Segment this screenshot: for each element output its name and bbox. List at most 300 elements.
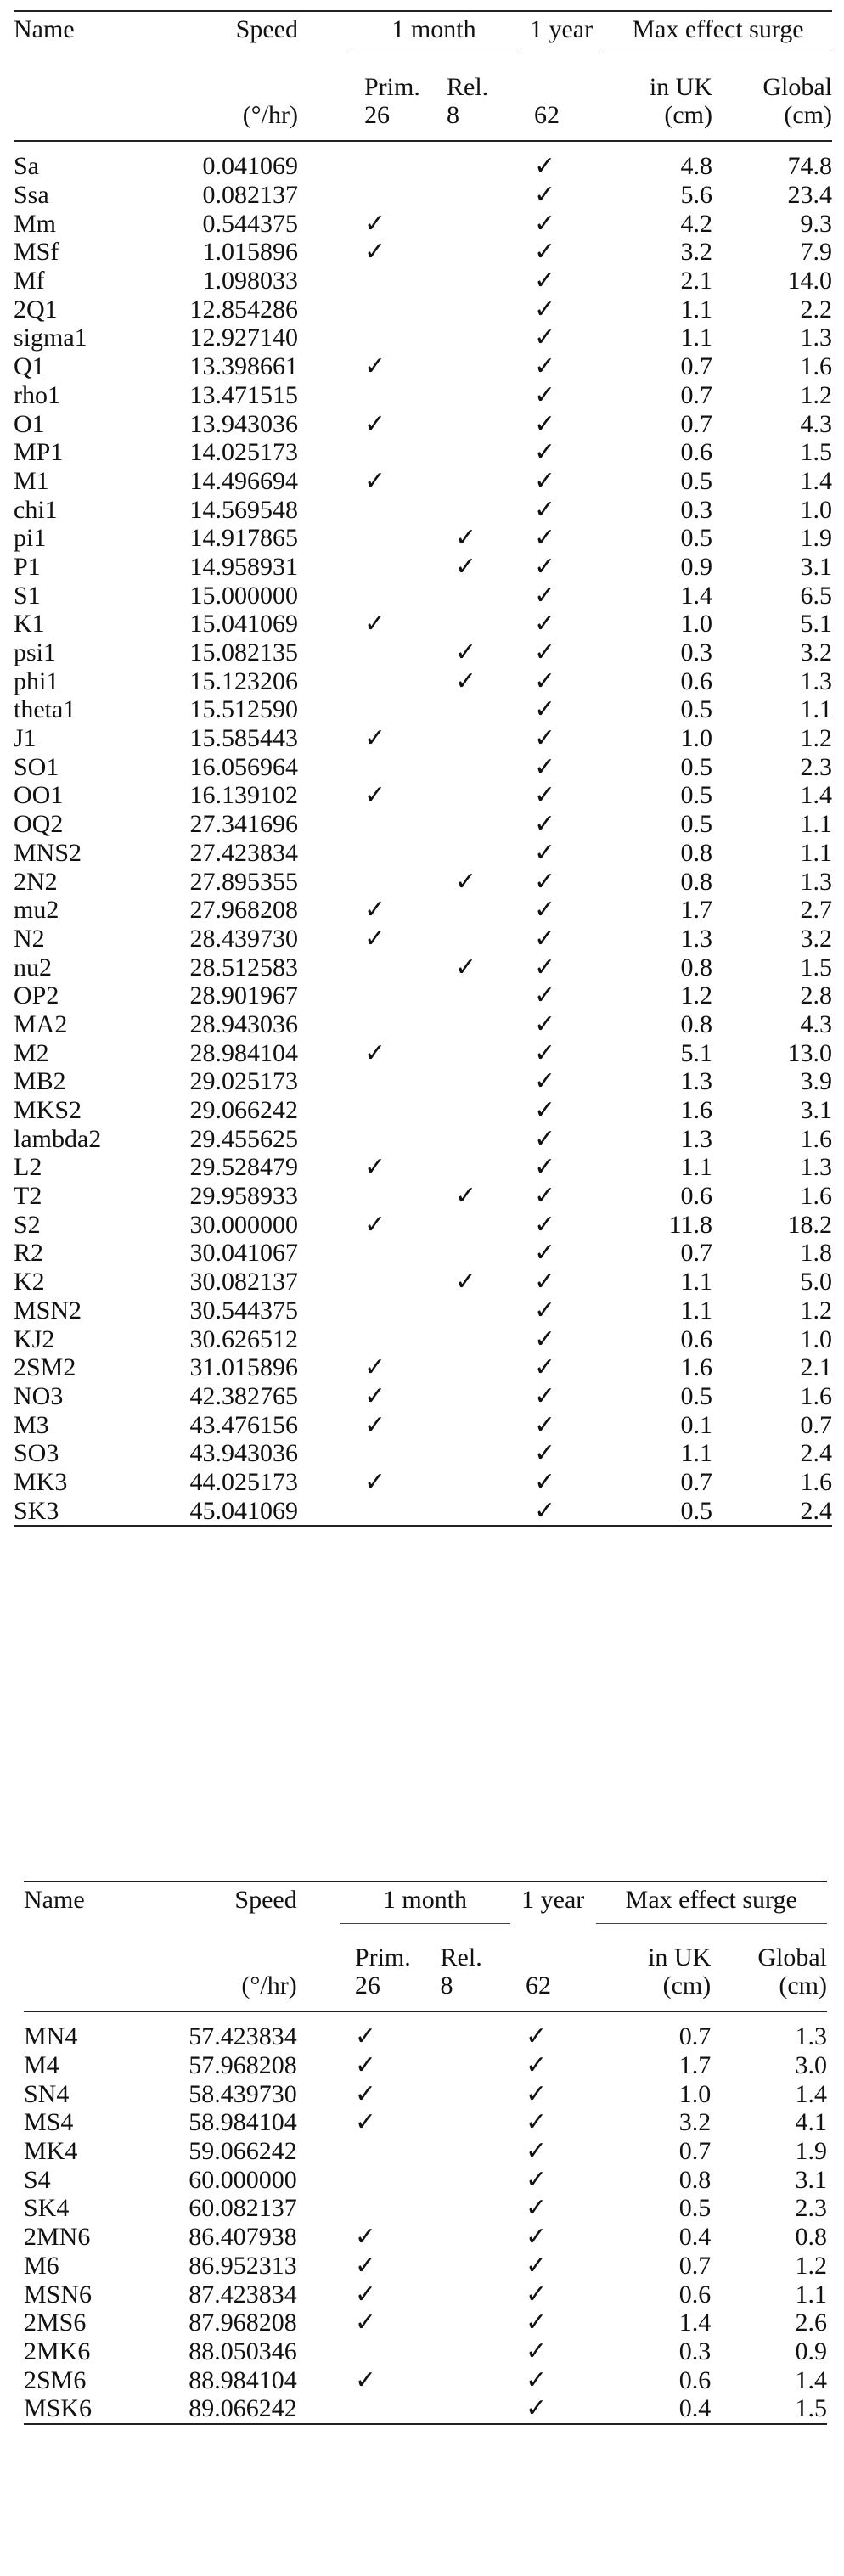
constituent-name: MNS2 [14,838,82,867]
surge-uk: 0.5 [680,752,713,781]
constituent-name: Q1 [14,352,45,381]
primary-check: ✓ [364,1210,386,1239]
constituent-speed: 86.407938 [188,2223,297,2252]
surge-uk: 1.1 [680,1439,713,1468]
constituent-name: OO1 [14,781,64,810]
constituent-speed: 27.423834 [189,838,298,867]
table-row [14,1268,832,1296]
primary-check: ✓ [364,724,386,753]
table-row [14,495,832,524]
one-year-check: ✓ [534,495,556,524]
related-check [447,810,519,839]
constituent-speed: 43.943036 [189,1439,298,1468]
constituent-speed: 27.968208 [189,896,298,925]
surge-uk: 0.5 [680,1381,713,1410]
table-2-body [24,2022,827,2424]
one-year-check: ✓ [534,238,556,267]
related-check [447,1496,519,1526]
related-check [441,2309,510,2337]
surge-global: 3.1 [800,552,833,581]
table-row [14,553,832,582]
related-check [447,323,519,352]
surge-global: 1.4 [795,2079,827,2108]
one-year-check: ✓ [534,181,556,210]
table-row [14,409,832,438]
constituent-speed: 15.000000 [189,581,298,610]
one-year-check: ✓ [534,781,556,810]
table-row [14,752,832,781]
primary-check [349,1182,447,1211]
primary-check: ✓ [364,1153,386,1182]
one-year-check: ✓ [525,2022,548,2051]
table-row [14,610,832,638]
constituent-speed: 16.056964 [189,752,298,781]
surge-global: 1.6 [800,1467,833,1496]
primary-check: ✓ [354,2309,377,2337]
constituent-speed: 13.943036 [189,409,298,438]
constituent-name: O1 [14,409,45,438]
primary-check [349,810,447,839]
constituent-name: SN4 [24,2079,70,2108]
primary-check [349,181,447,210]
surge-global: 13.0 [787,1038,833,1067]
surge-uk: 1.1 [680,323,713,352]
primary-check [349,1325,447,1353]
related-check [441,2223,510,2252]
surge-uk: 0.9 [680,552,713,581]
related-check [447,1067,519,1096]
table-row [14,638,832,667]
table-row [24,2252,827,2281]
constituent-name: S2 [14,1210,41,1239]
surge-global: 1.0 [800,495,833,524]
related-check [447,1153,519,1182]
primary-check [349,295,447,323]
constituent-name: N2 [14,924,45,953]
related-check [447,409,519,438]
surge-global: 1.5 [719,2394,827,2424]
constituent-name: MSN2 [14,1296,82,1325]
surge-uk: 0.3 [680,638,713,667]
constituent-speed: 29.066242 [189,1096,298,1125]
primary-check [349,524,447,553]
one-year-check: ✓ [534,981,556,1010]
table-row [14,896,832,925]
surge-uk: 0.5 [604,1496,721,1526]
one-year-check: ✓ [525,2223,548,2252]
surge-global: 1.5 [800,953,833,981]
surge-uk: 1.4 [678,2309,712,2337]
primary-check: ✓ [364,409,386,438]
table-row [14,695,832,724]
constituent-speed: 12.927140 [189,323,298,352]
surge-uk: 0.5 [680,781,713,810]
primary-check: ✓ [364,1467,386,1496]
surge-global: 2.4 [800,1439,833,1468]
related-check [441,2365,510,2394]
constituent-name: MSf [14,238,59,267]
one-year-check: ✓ [534,524,556,553]
surge-uk: 5.6 [680,181,713,210]
related-check [447,381,519,410]
surge-global: 2.6 [795,2309,827,2337]
constituent-speed: 29.528479 [189,1153,298,1182]
table-row [24,2337,827,2366]
header-global: Global [757,1943,827,1971]
header-prim: Prim. [354,1943,411,1971]
constituent-speed: 0.041069 [202,152,298,181]
primary-check [340,2394,441,2424]
related-check: ✓ [455,953,477,981]
related-check [441,2280,510,2309]
surge-global: 1.9 [800,524,833,553]
table-row [14,1325,832,1353]
related-check [447,981,519,1010]
table-row [14,953,832,981]
surge-uk: 0.5 [680,524,713,553]
surge-global: 2.3 [795,2194,827,2223]
related-check: ✓ [455,552,477,581]
table-row [24,2223,827,2252]
constituent-speed: 14.496694 [189,466,298,495]
surge-uk: 0.6 [680,438,713,467]
header-rel: Rel. [447,73,489,101]
surge-uk: 2.1 [680,267,713,295]
constituent-speed: 27.895355 [189,867,298,896]
one-year-check: ✓ [534,380,556,409]
primary-check: ✓ [364,781,386,810]
related-check [447,495,519,524]
constituent-name: 2N2 [14,867,58,896]
table-row [14,209,832,238]
constituent-name: 2MN6 [24,2223,91,2252]
constituent-speed: 30.000000 [189,1210,298,1239]
one-year-check: ✓ [525,2280,548,2309]
one-year-check: ✓ [534,924,556,953]
constituent-speed: 13.398661 [189,352,298,381]
related-check [447,896,519,925]
surge-global: 3.9 [800,1067,833,1096]
constituent-speed: 14.917865 [189,524,298,553]
constituent-name: M4 [24,2051,59,2080]
constituent-speed: 28.943036 [189,1010,298,1038]
primary-check [349,1096,447,1125]
constituent-speed: 14.958931 [189,552,298,581]
related-check [447,238,519,267]
table-row [14,1010,832,1039]
surge-uk: 1.3 [680,924,713,953]
related-check [441,2108,510,2137]
surge-global: 1.5 [800,438,833,467]
header-uk-unit: (cm) [604,101,721,141]
surge-global: 1.6 [800,1124,833,1153]
table-row [14,1210,832,1239]
constituent-name: mu2 [14,896,59,925]
surge-global: 1.1 [800,810,833,839]
surge-global: 1.3 [795,2022,827,2051]
constituent-speed: 0.544375 [202,209,298,238]
constituent-speed: 28.439730 [189,924,298,953]
constituent-name: MN4 [24,2022,78,2051]
constituent-name: S4 [24,2165,51,2194]
primary-check [349,495,447,524]
surge-uk: 3.2 [678,2108,712,2137]
related-check [441,2079,510,2108]
surge-uk: 1.0 [680,610,713,638]
related-check [447,1239,519,1268]
constituent-speed: 28.984104 [189,1038,298,1067]
table-row [24,2394,827,2424]
table-row [14,1182,832,1211]
table-row [14,581,832,610]
surge-uk: 0.5 [680,466,713,495]
constituent-name: T2 [14,1182,42,1211]
surge-global: 1.6 [800,352,833,381]
primary-check [340,2137,441,2166]
constituent-speed: 13.471515 [189,380,298,409]
related-check [447,209,519,238]
constituent-speed: 58.439730 [188,2079,297,2108]
table-row [14,925,832,953]
one-year-check: ✓ [525,2165,548,2194]
constituent-name: MK4 [24,2137,78,2166]
constituent-speed: 88.050346 [188,2337,297,2365]
one-year-check: ✓ [534,1296,556,1325]
surge-global: 1.4 [800,781,833,810]
related-check [441,2194,510,2223]
header-max-effect-surge: Max effect surge [596,1881,828,1924]
table-row [14,181,832,210]
related-check: ✓ [455,638,477,667]
primary-check: ✓ [354,2108,377,2137]
surge-global: 14.0 [787,267,833,295]
one-year-check: ✓ [534,666,556,695]
primary-check: ✓ [364,1353,386,1382]
constituent-name: MS4 [24,2108,74,2137]
surge-global: 1.1 [800,695,833,724]
one-year-check: ✓ [525,2137,548,2166]
table-row [24,2194,827,2223]
one-year-check: ✓ [534,810,556,839]
header-rel: Rel. [440,1943,482,1971]
table-row [24,2108,827,2137]
primary-check: ✓ [364,610,386,638]
one-year-check: ✓ [534,724,556,753]
constituent-name: R2 [14,1239,44,1268]
constituent-name: rho1 [14,380,60,409]
table-row [14,467,832,496]
surge-uk: 0.8 [678,2165,712,2194]
constituent-speed: 15.082135 [189,638,298,667]
surge-global: 1.2 [795,2251,827,2280]
surge-uk: 0.3 [680,495,713,524]
header-name: Name [24,1881,122,1924]
primary-check: ✓ [354,2079,377,2108]
primary-check [349,695,447,724]
surge-uk: 1.3 [680,1124,713,1153]
constituent-name: Ssa [14,181,49,210]
primary-check [349,1296,447,1325]
one-year-check: ✓ [534,466,556,495]
related-check [447,1124,519,1153]
surge-global: 74.8 [787,152,833,181]
surge-uk: 0.4 [678,2223,712,2252]
surge-uk: 11.8 [668,1210,713,1239]
related-check [447,1210,519,1239]
surge-uk: 1.0 [680,724,713,753]
surge-global: 18.2 [787,1210,833,1239]
constituent-name: MP1 [14,438,64,467]
surge-global: 3.2 [800,638,833,667]
primary-check [349,867,447,896]
one-year-check: ✓ [534,409,556,438]
one-year-check: ✓ [534,610,556,638]
surge-uk: 1.6 [680,1353,713,1382]
table-row [14,1468,832,1497]
primary-check: ✓ [364,1381,386,1410]
surge-global: 1.3 [800,323,833,352]
table-row [14,1153,832,1182]
constituent-name: M6 [24,2251,59,2280]
table-row [14,267,832,295]
one-year-check: ✓ [534,896,556,925]
primary-check: ✓ [354,2365,377,2394]
header-in-uk: in UK [648,1943,712,1971]
primary-check [340,2194,441,2223]
table-row [14,1067,832,1096]
constituent-name: MA2 [14,1010,68,1038]
surge-global: 2.7 [800,896,833,925]
table-row [14,1382,832,1411]
table-row [14,1439,832,1468]
one-year-check: ✓ [534,1439,556,1468]
surge-global: 1.9 [795,2137,827,2166]
primary-check [349,638,447,667]
primary-check: ✓ [364,238,386,267]
surge-global: 2.4 [721,1496,832,1526]
surge-uk: 1.6 [680,1096,713,1125]
constituent-name: 2SM6 [24,2365,87,2394]
constituent-name: SO1 [14,752,59,781]
primary-check: ✓ [364,209,386,238]
one-year-check: ✓ [534,695,556,724]
surge-global: 4.3 [800,1010,833,1038]
constituent-name: 2MK6 [24,2337,91,2365]
primary-check [349,839,447,868]
one-year-check: ✓ [534,752,556,781]
related-check [447,1353,519,1382]
constituent-speed: 30.082137 [189,1268,298,1296]
table-row [14,810,832,839]
related-check [447,695,519,724]
constituent-name: phi1 [14,666,59,695]
header-year-count: 62 [510,1971,596,2011]
one-year-check: ✓ [525,2079,548,2108]
primary-check: ✓ [354,2051,377,2080]
surge-uk: 0.7 [680,409,713,438]
one-year-check: ✓ [525,2108,548,2137]
surge-uk: 1.1 [680,295,713,323]
table-row [24,2051,827,2080]
header-rel-count: 8 [441,1971,510,2011]
primary-check [349,1439,447,1468]
header-one-month: 1 month [349,11,519,53]
primary-check [349,953,447,981]
related-check [447,1410,519,1439]
constituent-name: S1 [14,581,41,610]
surge-global: 0.9 [795,2337,827,2365]
surge-global: 0.7 [800,1410,833,1439]
constituent-speed: 57.968208 [188,2051,297,2080]
constituent-name: MK3 [14,1467,68,1496]
table-row [14,781,832,810]
table-row [24,2365,827,2394]
related-check [441,2165,510,2194]
header-speed-unit: (°/hr) [122,1971,306,2011]
related-check: ✓ [455,867,477,896]
primary-check [340,2337,441,2366]
table-row [14,1410,832,1439]
table-row [14,152,832,181]
constituent-name: 2SM2 [14,1353,76,1382]
related-check [447,352,519,381]
constituent-name: SO3 [14,1439,59,1468]
surge-uk: 1.7 [680,896,713,925]
table-row [24,2280,827,2309]
surge-uk: 0.7 [678,2137,712,2166]
constituent-name: chi1 [14,495,58,524]
one-year-check: ✓ [534,1182,556,1211]
constituent-speed: 86.952313 [188,2251,297,2280]
constituent-speed: 89.066242 [122,2394,306,2424]
constituent-speed: 45.041069 [111,1496,307,1526]
surge-uk: 0.5 [680,695,713,724]
surge-global: 2.1 [800,1353,833,1382]
constituent-name: NO3 [14,1381,64,1410]
header-prim-count: 26 [349,101,447,141]
related-check [441,2394,510,2424]
related-check [447,1325,519,1353]
surge-global: 3.1 [795,2165,827,2194]
constituent-speed: 15.585443 [189,724,298,753]
header-speed-unit: (°/hr) [111,101,307,141]
constituent-speed: 28.901967 [189,981,298,1010]
surge-global: 5.1 [800,610,833,638]
constituent-speed: 57.423834 [188,2022,297,2051]
related-check [447,1296,519,1325]
constituent-speed: 1.098033 [202,267,298,295]
primary-check: ✓ [364,1038,386,1067]
surge-uk: 0.7 [680,352,713,381]
surge-global: 9.3 [800,209,833,238]
surge-global: 1.3 [800,666,833,695]
constituent-name: KJ2 [14,1325,55,1353]
constituent-speed: 15.041069 [189,610,298,638]
table-row [14,1353,832,1382]
primary-check [349,1268,447,1296]
one-year-check: ✓ [534,1124,556,1153]
related-check [441,2337,510,2366]
table-row [14,352,832,381]
constituent-name: theta1 [14,695,76,724]
table-row [14,524,832,553]
surge-global: 23.4 [787,181,833,210]
one-year-check: ✓ [534,1210,556,1239]
one-year-check: ✓ [534,638,556,667]
surge-uk: 0.8 [680,838,713,867]
one-year-check: ✓ [534,581,556,610]
header-prim-count: 26 [340,1971,441,2011]
